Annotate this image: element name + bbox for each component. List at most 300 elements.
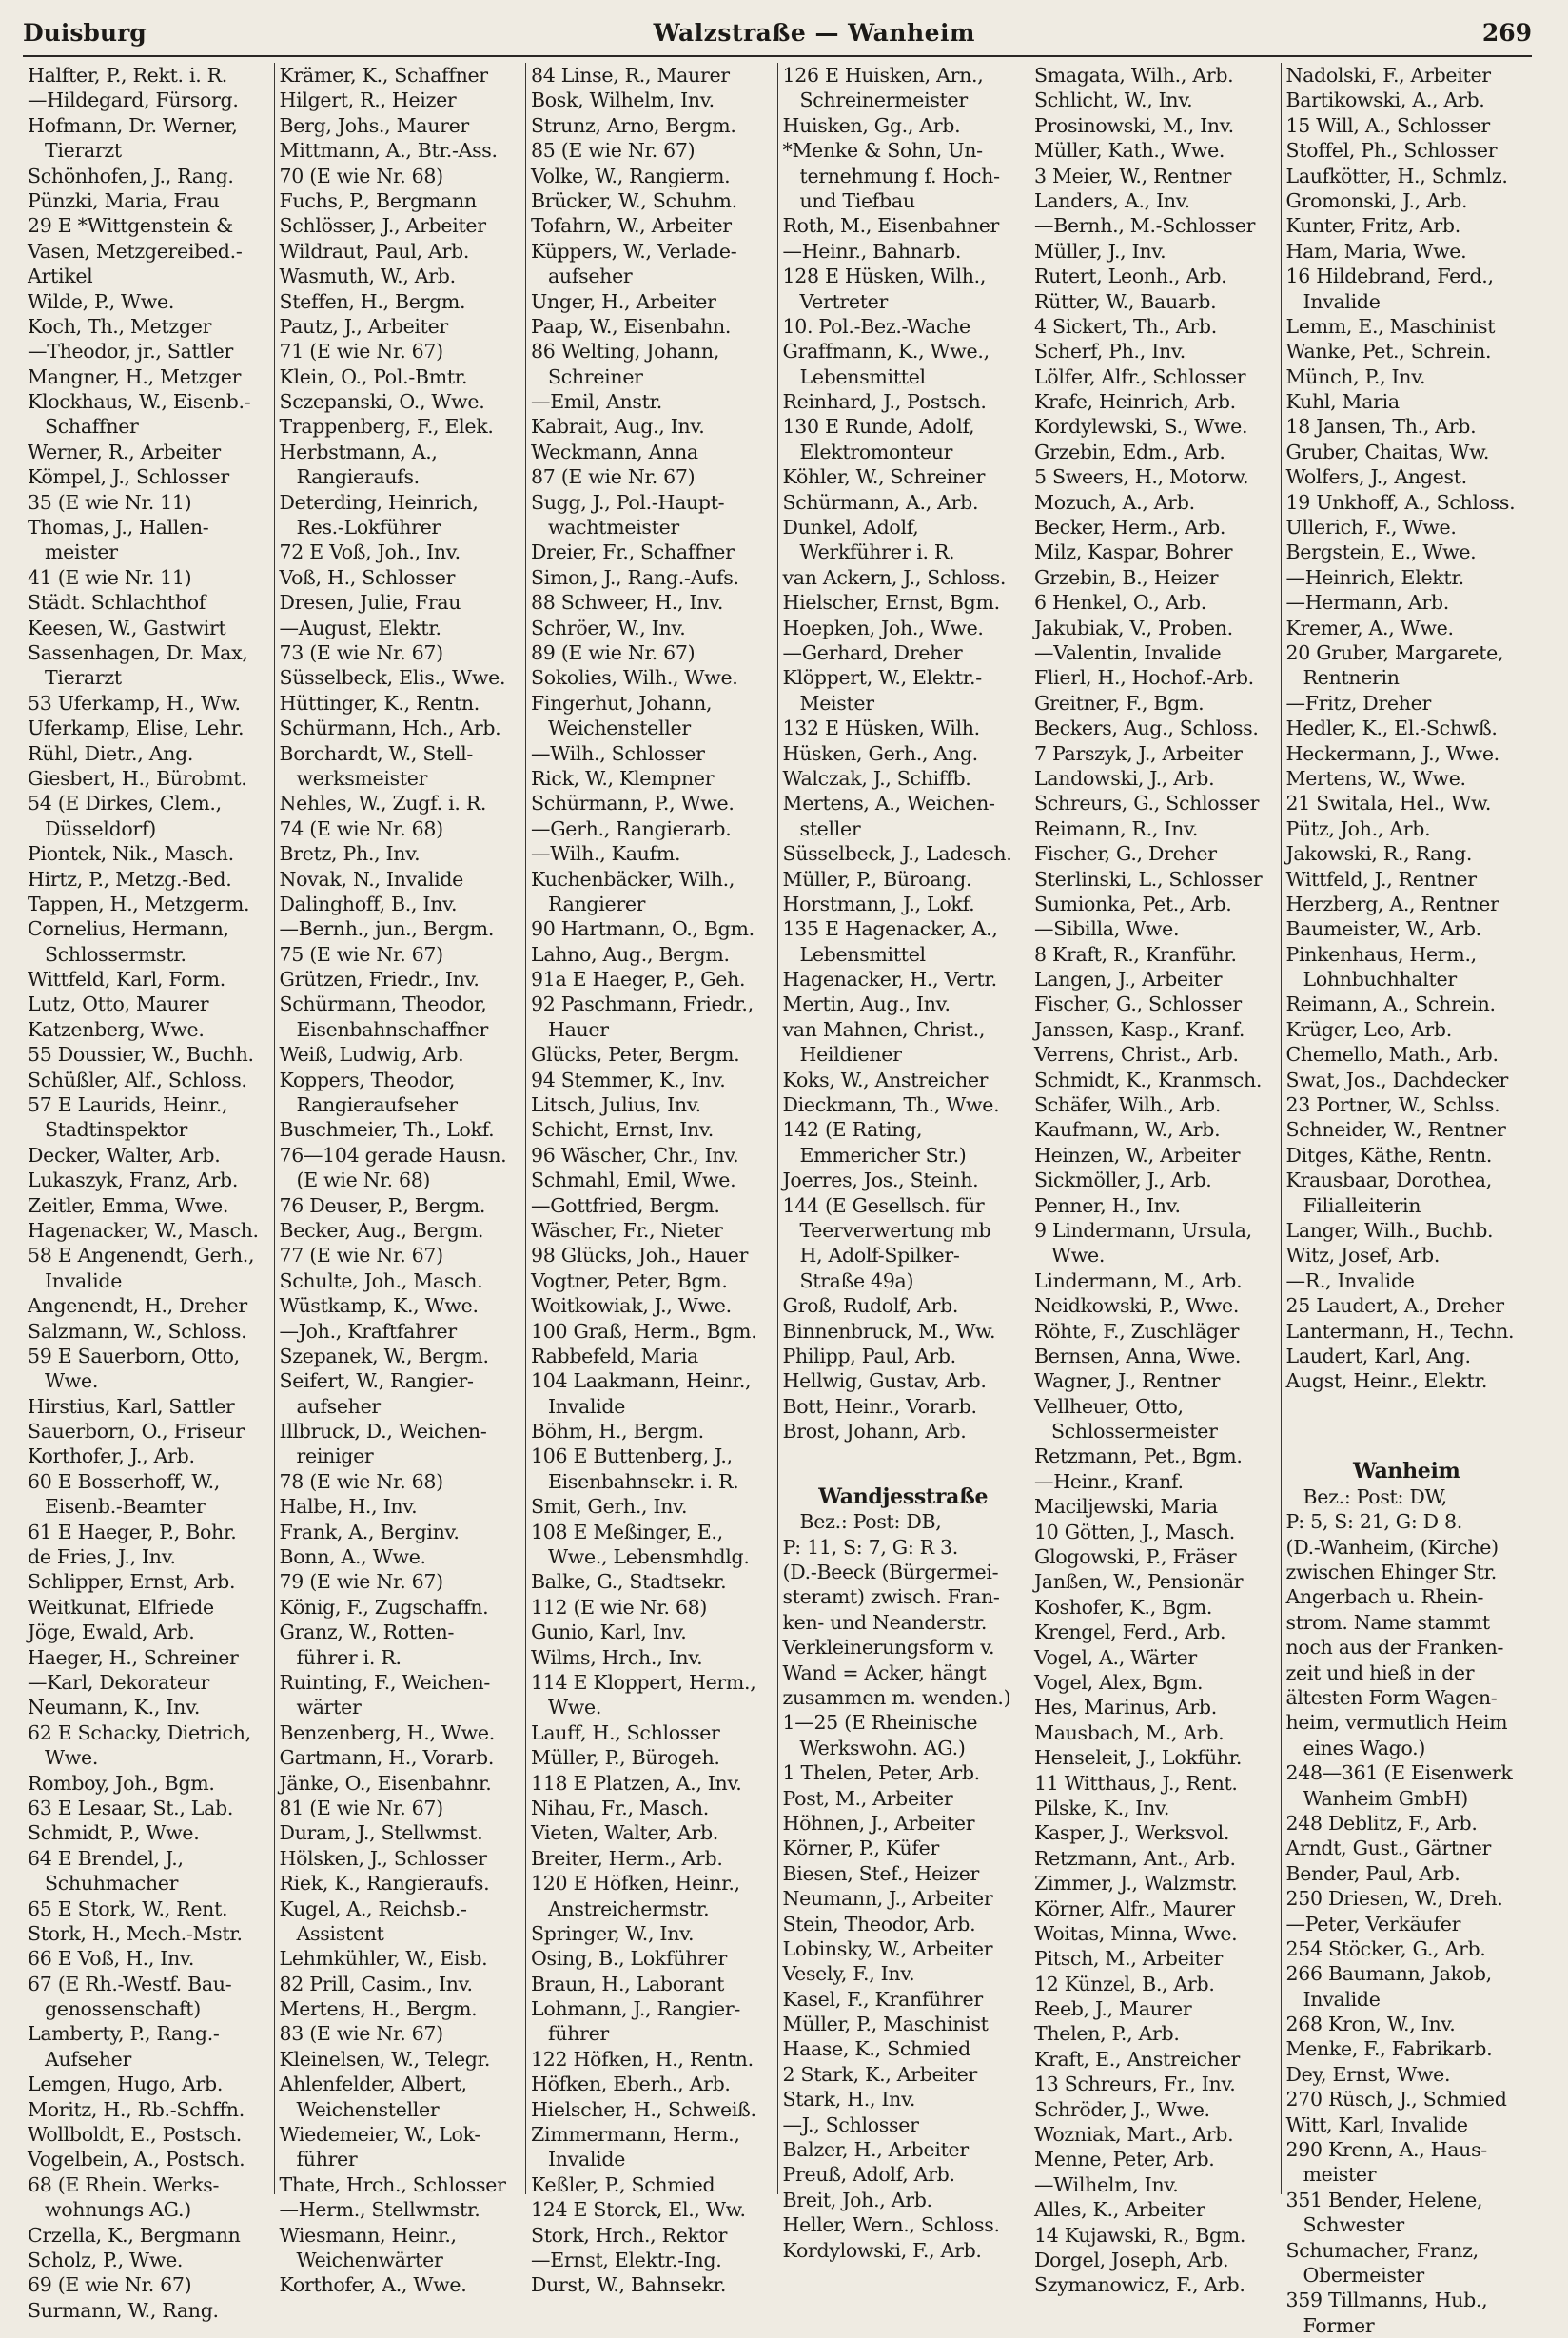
- directory-entry: 10 Götten, J., Masch.: [1034, 1520, 1235, 1543]
- directory-entry: Lukaszyk, Franz, Arb.: [28, 1169, 239, 1192]
- directory-entry: Hüsken, Gerh., Ang.: [782, 741, 978, 765]
- directory-entry: Crzella, K., Bergmann: [28, 2223, 241, 2247]
- directory-entry: 19 Unkhoff, A., Schloss.: [1285, 490, 1516, 514]
- directory-entry: Halfter, P., Rekt. i. R.: [28, 64, 227, 87]
- directory-entry: 87 (E wie Nr. 67): [531, 465, 696, 489]
- directory-entry: Brost, Johann, Arb.: [782, 1420, 967, 1444]
- directory-entry: Lantermann, H., Techn.: [1285, 1319, 1515, 1343]
- directory-entry: 18 Jansen, Th., Arb.: [1285, 415, 1477, 439]
- directory-entry: —Joh., Kraftfahrer: [279, 1319, 457, 1343]
- directory-entry: Vasen, Metzgereibed.-: [28, 239, 243, 263]
- directory-entry: Woitkowiak, J., Wwe.: [531, 1294, 732, 1318]
- directory-entry: Bartikowski, A., Arb.: [1285, 88, 1485, 112]
- directory-entry: Kraft, E., Anstreicher: [1034, 2047, 1240, 2071]
- directory-entry: —Valentin, Invalide: [1034, 640, 1222, 664]
- directory-entry: 124 E Storck, El., Ww.: [531, 2198, 746, 2222]
- directory-entry: Buschmeier, Th., Lokf.: [279, 1118, 495, 1142]
- directory-entry: Dunkel, Adolf,: [782, 516, 919, 540]
- directory-entry: 8 Kraft, R., Kranführ.: [1034, 942, 1237, 966]
- directory-entry: Dreier, Fr., Schaffner: [531, 540, 735, 564]
- directory-entry: Ruinting, F., Weichen-: [279, 1671, 491, 1694]
- directory-entry: 86 Welting, Johann,: [531, 340, 720, 363]
- directory-entry: Strunz, Arno, Bergm.: [531, 113, 736, 137]
- entry-continuation: reiniger: [296, 1444, 374, 1468]
- directory-entry: —Heinr., Bahnarb.: [782, 239, 962, 263]
- directory-entry: Stark, H., Inv.: [782, 2088, 916, 2112]
- directory-entry: —Gerhard, Dreher: [782, 640, 963, 664]
- directory-entry: 70 (E wie Nr. 68): [279, 164, 443, 187]
- directory-entry: Landers, A., Inv.: [1034, 188, 1190, 212]
- directory-entry: Hagenacker, H., Vertr.: [782, 968, 997, 992]
- directory-entry: 106 E Buttenberg, J.,: [531, 1444, 733, 1468]
- directory-entry: Verrens, Christ., Arb.: [1034, 1043, 1239, 1067]
- directory-entry: 82 Prill, Casim., Inv.: [279, 1972, 473, 1995]
- directory-entry: Keesen, W., Gastwirt: [28, 616, 226, 639]
- directory-entry: Duram, J., Stellwmst.: [279, 1821, 483, 1845]
- directory-entry: Pitsch, M., Arbeiter: [1034, 1947, 1223, 1971]
- directory-entry: 21 Switala, Hel., Ww.: [1285, 792, 1492, 815]
- directory-entry: Kremer, A., Wwe.: [1285, 616, 1454, 639]
- directory-entry: Arndt, Gust., Gärtner: [1285, 1837, 1492, 1860]
- directory-entry: Osing, B., Lokführer: [531, 1947, 727, 1971]
- directory-entry: Thate, Hrch., Schlosser: [279, 2172, 506, 2196]
- entry-continuation: Hauer: [548, 1017, 609, 1041]
- directory-entry: Wollboldt, E., Postsch.: [28, 2123, 242, 2147]
- directory-entry: zeit und hieß in der: [1285, 1660, 1475, 1684]
- directory-entry: Bott, Heinr., Vorarb.: [782, 1394, 977, 1418]
- directory-entry: Lölfer, Alfr., Schlosser: [1034, 364, 1246, 388]
- entry-continuation: werksmeister: [296, 766, 428, 790]
- directory-entry: Thelen, P., Arb.: [1034, 2022, 1180, 2046]
- column-1: [23, 63, 275, 2322]
- directory-entry: Wozniak, Mart., Arb.: [1034, 2123, 1234, 2147]
- directory-entry: Kunter, Fritz, Arb.: [1285, 214, 1460, 238]
- directory-entry: 72 E Voß, Joh., Inv.: [279, 540, 461, 564]
- directory-entry: Biesen, Stef., Heizer: [782, 1861, 979, 1885]
- directory-entry: Penner, H., Inv.: [1034, 1193, 1181, 1217]
- directory-entry: Wasmuth, W., Arb.: [279, 265, 456, 288]
- directory-entry: 25 Laudert, A., Dreher: [1285, 1294, 1504, 1318]
- directory-entry: Sugg, J., Pol.-Haupt-: [531, 490, 725, 514]
- directory-entry: 92 Paschmann, Friedr.,: [531, 992, 754, 1016]
- directory-entry: 23 Portner, W., Schlss.: [1285, 1093, 1500, 1117]
- directory-entry: Schreurs, G., Schlosser: [1034, 792, 1260, 815]
- directory-entry: Sauerborn, O., Friseur: [28, 1420, 245, 1444]
- directory-entry: Bernsen, Anna, Wwe.: [1034, 1344, 1242, 1367]
- entry-continuation: Emmericher Str.): [799, 1143, 967, 1167]
- directory-entry: Wüstkamp, K., Wwe.: [279, 1294, 479, 1318]
- directory-entry: Lohmann, J., Rangier-: [531, 1997, 741, 2021]
- directory-entry: Lutz, Otto, Maurer: [28, 992, 209, 1016]
- directory-entry: Mertin, Aug., Inv.: [782, 992, 951, 1016]
- directory-entry: Gruber, Chaitas, Ww.: [1285, 440, 1490, 463]
- directory-entry: Post, M., Arbeiter: [782, 1786, 953, 1810]
- directory-entry: Schröer, W., Inv.: [531, 616, 686, 639]
- directory-entry: 1—25 (E Rheinische: [782, 1711, 978, 1735]
- directory-entry: 98 Glücks, Joh., Hauer: [531, 1244, 749, 1267]
- directory-entry: Seifert, W., Rangier-: [279, 1369, 474, 1393]
- directory-entry: Glogowski, P., Fräser: [1034, 1545, 1237, 1569]
- directory-entry: 144 (E Gesellsch. für: [782, 1193, 985, 1217]
- directory-entry: Fuchs, P., Bergmann: [279, 188, 477, 212]
- directory-entry: Glücks, Peter, Bergm.: [531, 1043, 740, 1067]
- directory-entry: Frank, A., Berginv.: [279, 1520, 460, 1543]
- directory-entry: heim, vermutlich Heim: [1285, 1711, 1508, 1735]
- directory-entry: 85 (E wie Nr. 67): [531, 139, 696, 163]
- directory-entry: Weiß, Ludwig, Arb.: [279, 1043, 464, 1067]
- directory-entry: Schürmann, Theodor,: [279, 992, 487, 1016]
- directory-entry: 1 Thelen, Peter, Arb.: [782, 1761, 980, 1785]
- directory-entry: Pünzki, Maria, Frau: [28, 188, 220, 212]
- entry-continuation: Aufseher: [45, 2047, 131, 2071]
- entry-continuation: meister: [45, 540, 118, 564]
- directory-entry: Krämer, K., Schaffner: [279, 64, 488, 87]
- directory-entry: Horstmann, J., Lokf.: [782, 892, 975, 915]
- directory-entry: Müller, P., Maschinist: [782, 2013, 989, 2036]
- directory-entry: Scherf, Ph., Inv.: [1034, 340, 1186, 363]
- directory-entry: Dorgel, Joseph, Arb.: [1034, 2248, 1229, 2271]
- directory-entry: 64 E Brendel, J.,: [28, 1846, 184, 1870]
- directory-entry: 61 E Haeger, P., Bohr.: [28, 1520, 237, 1543]
- directory-entry: Lamberty, P., Rang.-: [28, 2022, 220, 2046]
- directory-entry: —Wilhelm, Inv.: [1034, 2172, 1179, 2196]
- directory-entry: Becker, Aug., Bergm.: [279, 1218, 484, 1242]
- entry-continuation: Düsseldorf): [45, 816, 156, 840]
- directory-entry: Hes, Marinus, Arb.: [1034, 1696, 1217, 1719]
- directory-entry: Süsselbeck, J., Ladesch.: [782, 842, 1012, 866]
- directory-entry: Schüßler, Alf., Schloss.: [28, 1068, 247, 1091]
- directory-entry: Pilske, K., Inv.: [1034, 1796, 1170, 1819]
- directory-entry: Stork, Hrch., Rektor: [531, 2223, 728, 2247]
- directory-entry: Hedler, K., El.-Schwß.: [1285, 717, 1498, 740]
- directory-entry: Klockhaus, W., Eisenb.-: [28, 390, 251, 414]
- directory-entry: Augst, Heinr., Elektr.: [1285, 1369, 1488, 1393]
- directory-entry: Walczak, J., Schiffb.: [782, 766, 971, 790]
- directory-entry: Kabrait, Aug., Inv.: [531, 415, 705, 439]
- directory-entry: 108 E Meßinger, E.,: [531, 1520, 723, 1543]
- directory-entry: Zimmer, J., Walzmstr.: [1034, 1872, 1238, 1896]
- directory-entry: Weckmann, Anna: [531, 440, 698, 463]
- directory-entry: —Wilh., Schlosser: [531, 741, 705, 765]
- directory-entry: Wittfeld, Karl, Form.: [28, 968, 225, 992]
- directory-entry: 88 Schweer, H., Inv.: [531, 591, 724, 615]
- entry-continuation: Weichensteller: [548, 717, 691, 740]
- directory-entry: 132 E Hüsken, Wilh.: [782, 717, 980, 740]
- directory-entry: Piontek, Nik., Masch.: [28, 842, 234, 866]
- entry-continuation: Heildiener: [799, 1043, 902, 1067]
- entry-continuation: Schuhmacher: [45, 1872, 179, 1896]
- directory-entry: 20 Gruber, Margarete,: [1285, 640, 1504, 664]
- directory-entry: Dieckmann, Th., Wwe.: [782, 1093, 1000, 1117]
- directory-entry: Roth, M., Eisenbahner: [782, 214, 1000, 238]
- entry-continuation: führer: [296, 2148, 358, 2171]
- directory-entry: [1286, 1394, 1528, 1419]
- directory-entry: Sterlinski, L., Schlosser: [1034, 867, 1263, 891]
- entry-continuation: Meister: [799, 691, 874, 715]
- directory-entry: Tofahrn, W., Arbeiter: [531, 214, 732, 238]
- entry-continuation: ternehmung f. Hoch-: [799, 164, 1000, 187]
- directory-entry: Bretz, Ph., Inv.: [279, 842, 421, 866]
- directory-entry: Beckers, Aug., Schloss.: [1034, 717, 1259, 740]
- directory-entry: Koch, Th., Metzger: [28, 314, 212, 338]
- directory-entry: 126 E Huisken, Arn.,: [782, 64, 984, 87]
- directory-entry: Menke, F., Fabrikarb.: [1285, 2037, 1493, 2061]
- directory-entry: Schürmann, Hch., Arb.: [279, 717, 501, 740]
- directory-entry: 35 (E wie Nr. 11): [28, 490, 192, 514]
- entry-continuation: wohnungs AG.): [45, 2198, 191, 2222]
- directory-entry: Wilde, P., Wwe.: [28, 289, 175, 313]
- directory-entry: 83 (E wie Nr. 67): [279, 2022, 443, 2046]
- directory-entry: Nehles, W., Zugf. i. R.: [279, 792, 487, 815]
- entry-continuation: Schaffner: [45, 415, 139, 439]
- directory-entry: Höfken, Eberh., Arb.: [531, 2073, 731, 2096]
- directory-entry: Jakubiak, V., Proben.: [1034, 616, 1233, 639]
- directory-entry: Höhnen, J., Arbeiter: [782, 1811, 975, 1835]
- directory-entry: —Bernh., M.-Schlosser: [1034, 214, 1256, 238]
- directory-entry: Kleinelsen, W., Telegr.: [279, 2047, 491, 2071]
- directory-entry: Krausbaar, Dorothea,: [1285, 1169, 1492, 1192]
- entry-continuation: Bez.: Post: DW,: [1303, 1484, 1447, 1508]
- directory-entry: Fingerhut, Johann,: [531, 691, 713, 715]
- directory-entry: 81 (E wie Nr. 67): [279, 1796, 443, 1819]
- directory-entry: Prosinowski, M., Inv.: [1034, 113, 1234, 137]
- entry-continuation: Wwe.: [548, 1696, 602, 1719]
- directory-entry: Laudert, Karl, Ang.: [1285, 1344, 1471, 1367]
- entry-continuation: Schreiner: [548, 364, 643, 388]
- directory-entry: Retzmann, Ant., Arb.: [1034, 1846, 1236, 1870]
- directory-entry: Kaufmann, W., Arb.: [1034, 1118, 1221, 1142]
- directory-entry: Retzmann, Pet., Bgm.: [1034, 1444, 1243, 1468]
- entry-continuation: Werkswohn. AG.): [799, 1736, 966, 1759]
- directory-entry: *Menke & Sohn, Un-: [782, 139, 983, 163]
- entry-continuation: Tierarzt: [45, 666, 122, 690]
- directory-entry: Wildraut, Paul, Arb.: [279, 239, 470, 263]
- directory-entry: 120 E Höfken, Heinr.,: [531, 1872, 740, 1896]
- directory-entry: 100 Graß, Herm., Bgm.: [531, 1319, 757, 1343]
- directory-entry: Fischer, G., Dreher: [1034, 842, 1217, 866]
- directory-entry: Kömpel, J., Schlosser: [28, 465, 229, 489]
- directory-entry: Jakowski, R., Rang.: [1285, 842, 1473, 866]
- directory-entry: 16 Hildebrand, Ferd.,: [1285, 265, 1494, 288]
- directory-entry: Neidkowski, P., Wwe.: [1034, 1294, 1240, 1318]
- directory-entry: 84 Linse, R., Maurer: [531, 64, 730, 87]
- directory-entry: Rühl, Dietr., Ang.: [28, 741, 194, 765]
- directory-entry: 359 Tillmanns, Hub.,: [1285, 2289, 1488, 2312]
- directory-entry: Köhler, W., Schreiner: [782, 465, 986, 489]
- entry-continuation: aufseher: [548, 265, 633, 288]
- directory-entry: Hielscher, Ernst, Bgm.: [782, 591, 1000, 615]
- directory-entry: Uferkamp, Elise, Lehr.: [28, 717, 245, 740]
- directory-entry: Thomas, J., Hallen-: [28, 516, 209, 540]
- entry-continuation: aufseher: [296, 1394, 381, 1418]
- directory-entry: Ullerich, F., Wwe.: [1285, 516, 1457, 540]
- directory-entry: Wittfeld, J., Rentner: [1285, 867, 1477, 891]
- directory-entry: Müller, Kath., Wwe.: [1034, 139, 1225, 163]
- directory-entry: ken- und Neanderstr.: [782, 1610, 988, 1634]
- directory-entry: Haeger, H., Schreiner: [28, 1645, 239, 1669]
- entry-continuation: Anstreichermstr.: [548, 1896, 710, 1920]
- directory-entry: Grützen, Friedr., Inv.: [279, 968, 480, 992]
- directory-entry: Heinzen, W., Arbeiter: [1034, 1143, 1241, 1167]
- entry-continuation: steller: [799, 816, 861, 840]
- directory-entry: Grzebin, Edm., Arb.: [1034, 440, 1225, 463]
- directory-entry: Hagenacker, W., Masch.: [28, 1218, 259, 1242]
- directory-entry: 114 E Kloppert, Herm.,: [531, 1671, 756, 1694]
- directory-entry: [783, 1444, 1025, 1468]
- directory-entry: Bender, Paul, Arb.: [1285, 1861, 1460, 1885]
- directory-entry: Surmann, W., Rang.: [28, 2298, 219, 2322]
- directory-entry: Schürmann, P., Wwe.: [531, 792, 735, 815]
- directory-entry: Jöge, Ewald, Arb.: [28, 1621, 195, 1644]
- entry-continuation: (E wie Nr. 68): [296, 1169, 431, 1192]
- entry-continuation: Schwester: [1303, 2213, 1404, 2237]
- directory-entry: Breit, Joh., Arb.: [782, 2188, 932, 2211]
- directory-entry: Maciljewski, Maria: [1034, 1495, 1218, 1519]
- directory-entry: Hilgert, R., Heizer: [279, 88, 457, 112]
- directory-entry: —J., Schlosser: [782, 2112, 919, 2136]
- directory-entry: Koppers, Theodor,: [279, 1068, 456, 1091]
- directory-entry: —Herm., Stellwmstr.: [279, 2198, 480, 2222]
- directory-entry: Münch, P., Inv.: [1285, 364, 1426, 388]
- directory-entry: —Bernh., jun., Bergm.: [279, 917, 495, 941]
- directory-entry: —Hildegard, Fürsorg.: [28, 88, 239, 112]
- directory-entry: Korthofer, A., Wwe.: [279, 2273, 467, 2297]
- directory-entry: Jänke, O., Eisenbahnr.: [279, 1771, 492, 1795]
- directory-entry: Cornelius, Hermann,: [28, 917, 229, 941]
- directory-entry: 14 Kujawski, R., Bgm.: [1034, 2223, 1246, 2247]
- directory-entry: Hirtz, P., Metzg.-Bed.: [28, 867, 232, 891]
- directory-entry: Reimann, A., Schrein.: [1285, 992, 1496, 1016]
- directory-entry: Hirstius, Karl, Sattler: [28, 1394, 235, 1418]
- directory-entry: Joerres, Jos., Steinh.: [782, 1169, 979, 1192]
- directory-entry: P: 11, S: 7, G: R 3.: [782, 1535, 958, 1559]
- directory-entry: Reinhard, J., Postsch.: [782, 390, 987, 414]
- directory-entry: Verkleinerungsform v.: [782, 1636, 995, 1660]
- directory-entry: Kordylowski, F., Arb.: [782, 2238, 982, 2262]
- directory-entry: Mertens, A., Weichen-: [782, 792, 995, 815]
- directory-entry: Kasper, J., Werksvol.: [1034, 1821, 1230, 1845]
- directory-entry: Vesely, F., Inv.: [782, 1962, 915, 1986]
- directory-entry: Koshofer, K., Bgm.: [1034, 1595, 1213, 1619]
- entry-continuation: Wwe.: [45, 1369, 99, 1393]
- directory-entry: Lobinsky, W., Arbeiter: [782, 1936, 993, 1960]
- directory-entry: Lindermann, M., Arb.: [1034, 1268, 1243, 1292]
- directory-entry: Schürmann, A., Arb.: [782, 490, 979, 514]
- directory-entry: Schulte, Joh., Masch.: [279, 1268, 483, 1292]
- directory-entry: Angerbach u. Rhein-: [1285, 1585, 1484, 1609]
- directory-entry: Chemello, Math., Arb.: [1285, 1043, 1499, 1067]
- directory-entry: Reeb, J., Maurer: [1034, 1997, 1192, 2021]
- directory-entry: Steffen, H., Bergm.: [279, 289, 466, 313]
- directory-entry: Vogelbein, A., Postsch.: [28, 2148, 245, 2171]
- entry-continuation: Eisenbahnschaffner: [296, 1017, 488, 1041]
- directory-entry: 118 E Platzen, A., Inv.: [531, 1771, 742, 1795]
- directory-entry: Simon, J., Rang.-Aufs.: [531, 565, 739, 589]
- directory-entry: —Heinrich, Elektr.: [1285, 565, 1464, 589]
- directory-entry: Smagata, Wilh., Arb.: [1034, 64, 1234, 87]
- directory-entry: Sickmöller, J., Arb.: [1034, 1169, 1212, 1192]
- directory-entry: Schlipper, Ernst, Arb.: [28, 1570, 236, 1594]
- directory-entry: Angenendt, H., Dreher: [28, 1294, 247, 1318]
- directory-entry: 13 Schreurs, Fr., Inv.: [1034, 2073, 1236, 2096]
- directory-entry: Wiesmann, Heinr.,: [279, 2223, 457, 2247]
- directory-entry: Moritz, H., Rb.-Schffn.: [28, 2097, 245, 2121]
- directory-entry: Szepanek, W., Bergm.: [279, 1344, 489, 1367]
- entry-continuation: eines Wago.): [1303, 1736, 1426, 1759]
- directory-entry: Küppers, W., Verlade-: [531, 239, 737, 263]
- entry-continuation: Schlossermeister: [1051, 1420, 1218, 1444]
- directory-entry: Korthofer, J., Arb.: [28, 1444, 195, 1468]
- directory-entry: Keßler, P., Schmied: [531, 2172, 715, 2196]
- column-6: [1282, 63, 1533, 2337]
- entry-continuation: Invalide: [548, 2148, 626, 2171]
- directory-entry: 55 Doussier, W., Buchh.: [28, 1043, 254, 1067]
- directory-entry: 142 (E Rating,: [782, 1118, 923, 1142]
- directory-entry: 54 (E Dirkes, Clem.,: [28, 792, 222, 815]
- directory-entry: —Ernst, Elektr.-Ing.: [531, 2248, 722, 2271]
- directory-entry: Ditges, Käthe, Rentn.: [1285, 1143, 1493, 1167]
- directory-entry: Romboy, Joh., Bgm.: [28, 1771, 215, 1795]
- directory-entry: Decker, Walter, Arb.: [28, 1143, 221, 1167]
- directory-entry: 89 (E wie Nr. 67): [531, 640, 696, 664]
- directory-entry: 62 E Schacky, Dietrich,: [28, 1720, 251, 1744]
- directory-entry: Haase, K., Schmied: [782, 2037, 970, 2061]
- directory-entry: de Fries, J., Inv.: [28, 1545, 176, 1569]
- directory-entry: Balke, G., Stadtsekr.: [531, 1570, 727, 1594]
- directory-entry: Nihau, Fr., Masch.: [531, 1796, 710, 1819]
- directory-entry: 248—361 (E Eisenwerk: [1285, 1761, 1513, 1785]
- directory-entry: Swat, Jos., Dachdecker: [1285, 1068, 1509, 1091]
- directory-entry: 76 Deuser, P., Bergm.: [279, 1193, 486, 1217]
- directory-entry: Gromonski, J., Arb.: [1285, 188, 1468, 212]
- entry-continuation: Elektromonteur: [799, 440, 953, 463]
- directory-entry: Halbe, H., Inv.: [279, 1495, 418, 1519]
- directory-entry: Woitas, Minna, Wwe.: [1034, 1921, 1238, 1945]
- directory-entry: Heller, Wern., Schloss.: [782, 2213, 1000, 2237]
- directory-entry: 90 Hartmann, O., Bgm.: [531, 917, 755, 941]
- directory-entry: Koks, W., Anstreicher: [782, 1068, 989, 1091]
- directory-entry: Schmahl, Emil, Wwe.: [531, 1169, 736, 1192]
- entry-continuation: genossenschaft): [45, 1997, 201, 2021]
- directory-entry: Mittmann, A., Btr.-Ass.: [279, 139, 498, 163]
- directory-entry: Wäscher, Fr., Nieter: [531, 1218, 723, 1242]
- street-range-title: Walzstraße — Wanheim: [653, 19, 975, 47]
- directory-entry: Kasel, F., Kranführer: [782, 1987, 983, 2011]
- directory-entry: Krafe, Heinrich, Arb.: [1034, 390, 1236, 414]
- directory-entry: Schäfer, Wilh., Arb.: [1034, 1093, 1222, 1117]
- directory-entry: Stoffel, Ph., Schlosser: [1285, 139, 1498, 163]
- directory-entry: Müller, P., Bürogeh.: [531, 1746, 720, 1770]
- directory-entry: Rutert, Leonh., Arb.: [1034, 265, 1227, 288]
- directory-entry: Janßen, W., Pensionär: [1034, 1570, 1244, 1594]
- directory-entry: 91a E Haeger, P., Geh.: [531, 968, 746, 992]
- directory-entry: P: 5, S: 21, G: D 8.: [1285, 1510, 1462, 1534]
- directory-entry: Wagner, J., Rentner: [1034, 1369, 1221, 1393]
- directory-entry: Flierl, H., Hochof.-Arb.: [1034, 666, 1254, 690]
- directory-entry: Milz, Kaspar, Bohrer: [1034, 540, 1233, 564]
- directory-entry: Baumeister, W., Arb.: [1285, 917, 1481, 941]
- entry-continuation: Rangieraufs.: [296, 465, 420, 489]
- directory-entry: Becker, Herm., Arb.: [1034, 516, 1226, 540]
- directory-entry: Landowski, J., Arb.: [1034, 766, 1215, 790]
- directory-entry: Preuß, Adolf, Arb.: [782, 2163, 955, 2187]
- directory-entry: —Gerh., Rangierarb.: [531, 816, 732, 840]
- directory-entry: 41 (E wie Nr. 11): [28, 565, 192, 589]
- directory-entry: Schmidt, P., Wwe.: [28, 1821, 200, 1845]
- directory-entry: Braun, H., Laborant: [531, 1972, 725, 1995]
- column-3: [526, 63, 778, 2297]
- directory-entry: Herzberg, A., Rentner: [1285, 892, 1499, 915]
